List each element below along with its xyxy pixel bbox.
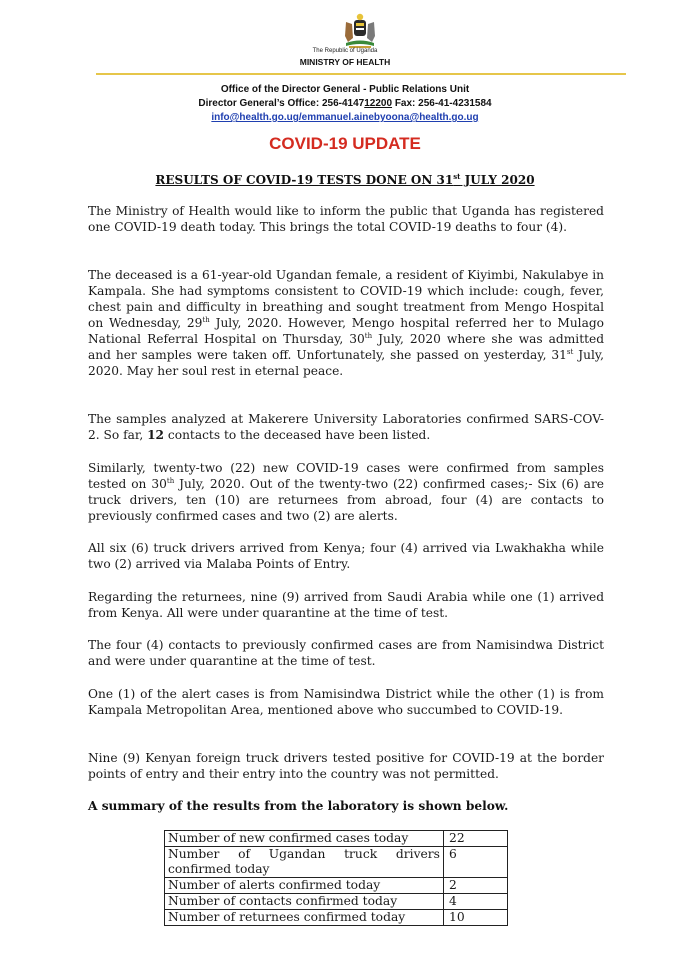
p2-text-a: The deceased is a 61-year-old Ugandan female, a resident of Kiyimbi, Nakulabye in Kampala. She had symptoms consistent to COVID-19 which include: cough, fever, chest pain and difficulty in breathing and sought treatment from Mengo Hospital on Wednesday, 29 xyxy=(88,268,604,330)
paragraph-samples xyxy=(88,411,604,443)
row-value: 22 xyxy=(444,831,508,847)
phone-prefix: Director General’s Office: 256-4147 xyxy=(198,98,365,109)
row-label: Number of contacts confirmed today xyxy=(165,894,444,910)
results-heading-month: JULY 2020 xyxy=(460,173,535,187)
row-value: 4 xyxy=(444,894,508,910)
row-value: 2 xyxy=(444,878,508,894)
table-row xyxy=(165,847,508,878)
contact-line xyxy=(0,98,690,109)
office-line: Office of the Director General - Public Relations Unit xyxy=(220,84,470,95)
row-label: Number of Ugandan truck drivers confirmed today xyxy=(165,847,444,878)
ministry-name: MINISTRY OF HEALTH xyxy=(299,57,391,67)
paragraph-alerts: One (1) of the alert cases is from Namisindwa District while the other (1) is from Kampala Metropolitan Area, mentioned above who succumbed to COVID-19. xyxy=(88,687,604,717)
phone-underlined: 12200 xyxy=(364,98,393,109)
p4-text-b: July, 2020. Out of the twenty-two (22) confirmed cases;- Six (6) are truck drivers, ten (10) are returnees from abroad, four (4) are contacts to previously confirmed cases and two (2) are alerts. xyxy=(88,477,604,523)
row-value: 10 xyxy=(444,910,508,926)
header-divider xyxy=(96,73,626,75)
p2-sup-1: th xyxy=(202,315,210,324)
row-label: Number of returnees confirmed today xyxy=(165,910,444,926)
paragraph-contacts: The four (4) contacts to previously confirmed cases are from Namisindwa District and were under quarantine at the time of test. xyxy=(88,638,604,668)
row-label: Number of alerts confirmed today xyxy=(165,878,444,894)
p2-text-c: July, 2020 where she was admitted and her samples were taken off. Unfortunately, she passed on yesterday, 31 xyxy=(88,332,604,362)
p3-contacts-count: 12 xyxy=(147,428,165,442)
table-row xyxy=(165,910,508,926)
summary-heading: A summary of the results from the laboratory is shown below. xyxy=(88,799,509,813)
republic-label: The Republic of Uganda xyxy=(312,48,378,54)
coat-of-arms-icon xyxy=(340,12,380,50)
p3-text-b: contacts to the deceased have been listed. xyxy=(164,428,431,442)
row-value: 6 xyxy=(444,847,508,878)
email-links[interactable]: info@health.go.ug/emmanuel.ainebyoona@health.go.ug xyxy=(211,112,479,123)
p4-sup: th xyxy=(166,476,175,485)
paragraph-new-cases xyxy=(88,460,604,524)
results-heading-sup: st xyxy=(453,172,461,181)
results-heading xyxy=(0,172,690,187)
table-row xyxy=(165,831,508,847)
table-row xyxy=(165,894,508,910)
p2-text-d: July, 2020. May her soul rest in eternal peace. xyxy=(88,348,604,378)
fax-number: Fax: 256-41-4231584 xyxy=(392,98,492,109)
table-row xyxy=(165,878,508,894)
paragraph-returnees: Regarding the returnees, nine (9) arrived from Saudi Arabia while one (1) arrived from Kenya. All were under quarantine at the time of test. xyxy=(88,590,604,620)
paragraph-death-announcement: The Ministry of Health would like to inform the public that Uganda has registered one COVID-19 death today. This brings the total COVID-19 deaths to four (4). xyxy=(88,204,604,234)
p3-text-a: The samples analyzed at Makerere University Laboratories confirmed SARS-COV-2. So far, xyxy=(88,412,604,442)
results-heading-text: RESULTS OF COVID-19 TESTS DONE ON 31 xyxy=(155,173,454,187)
p2-sup-3: st xyxy=(566,347,574,356)
p2-sup-2: th xyxy=(364,331,373,340)
paragraph-kenyan-drivers: Nine (9) Kenyan foreign truck drivers tested positive for COVID-19 at the border points of entry and their entry into the country was not permitted. xyxy=(88,751,604,781)
row-label: Number of new confirmed cases today xyxy=(165,831,444,847)
p2-text-b: July, 2020. However, Mengo hospital referred her to Mulago National Referral Hospital on Thursday, 30 xyxy=(88,316,604,346)
p4-text-a: Similarly, twenty-two (22) new COVID-19 cases were confirmed from samples tested on 30 xyxy=(88,461,604,491)
document-title: COVID-19 UPDATE xyxy=(269,134,421,153)
summary-table xyxy=(164,830,508,926)
paragraph-deceased-details xyxy=(88,267,604,379)
paragraph-truck-drivers: All six (6) truck drivers arrived from Kenya; four (4) arrived via Lwakhakha while two (2) arrived via Malaba Points of Entry. xyxy=(88,541,604,571)
